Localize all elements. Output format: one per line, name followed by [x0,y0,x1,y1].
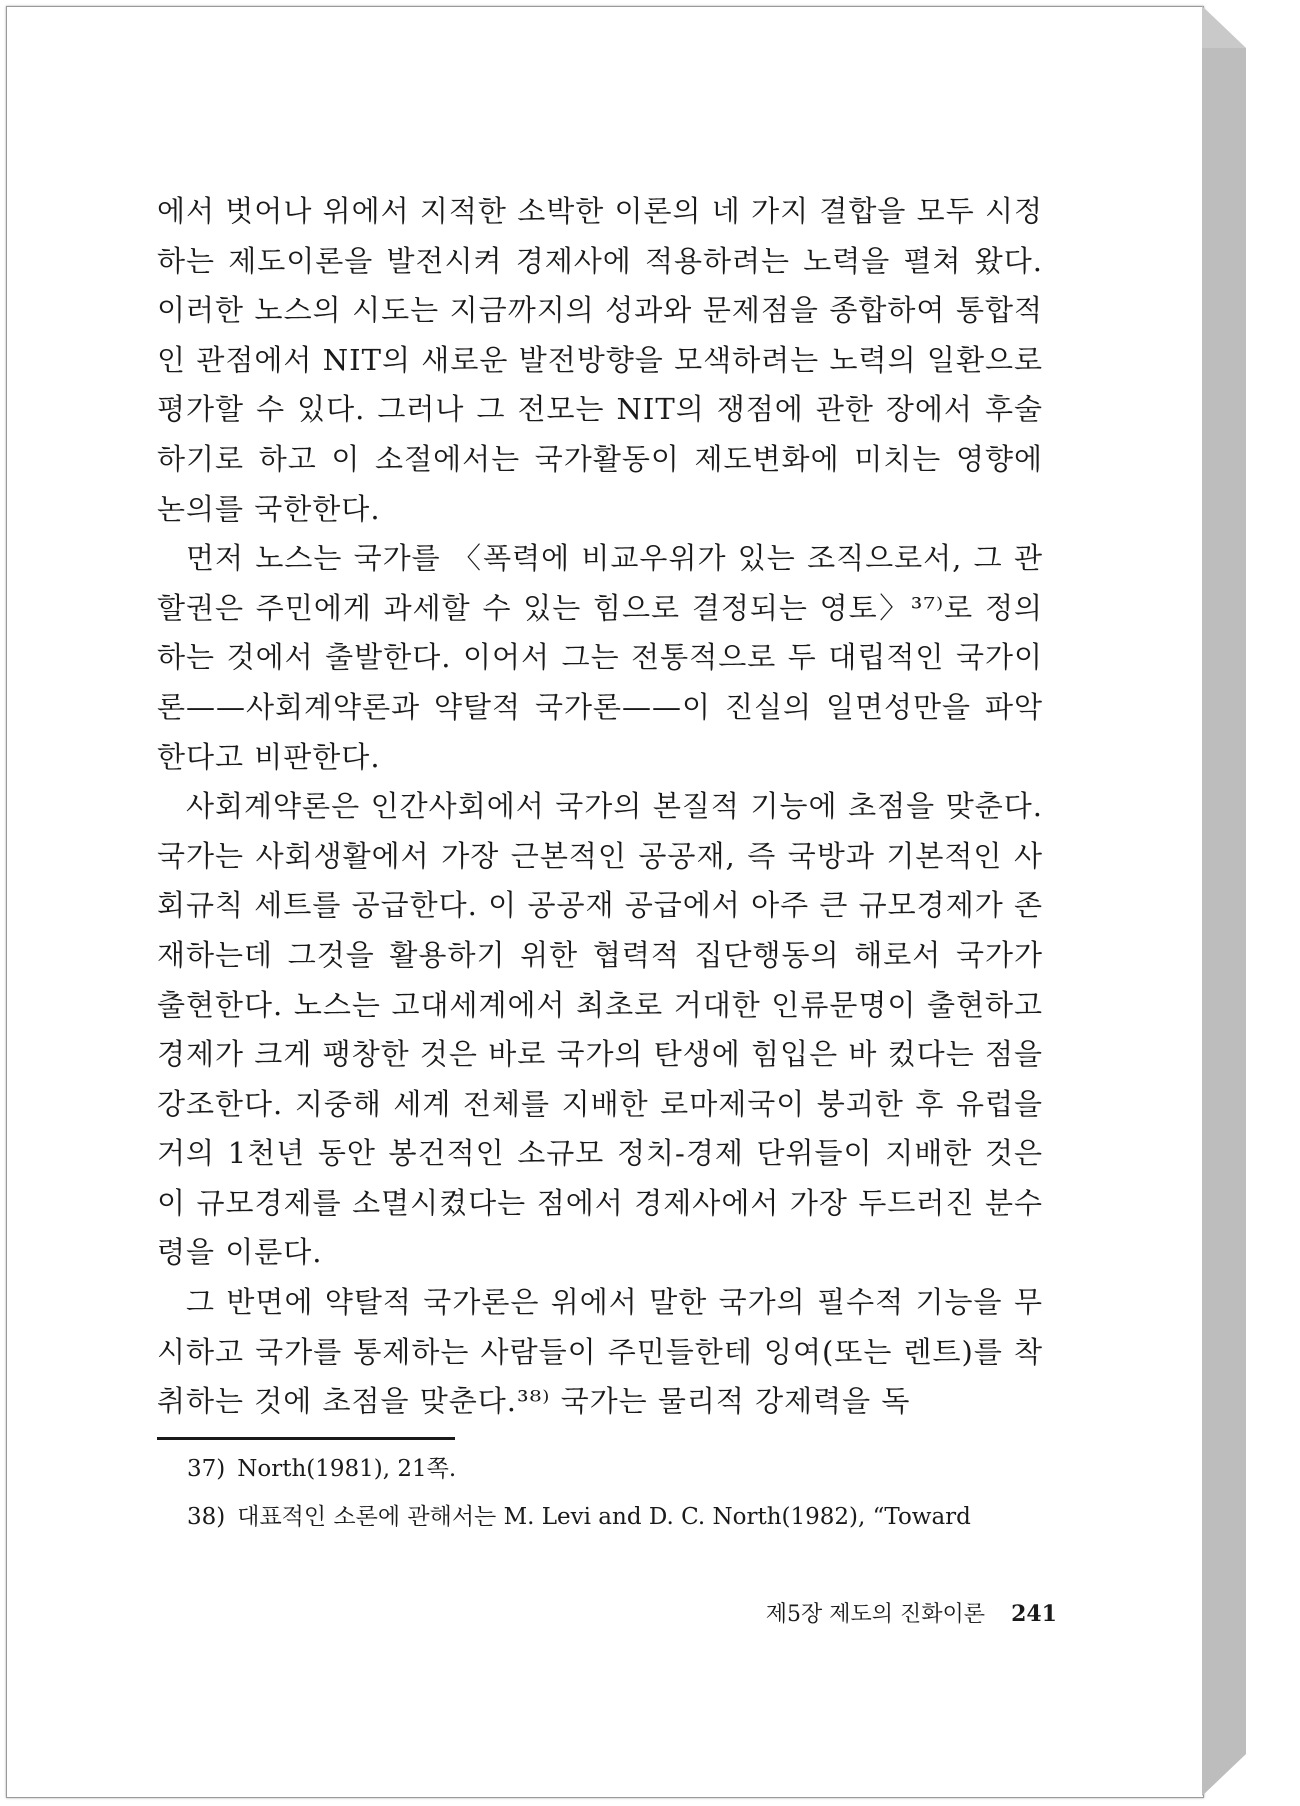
page-number: 241 [1011,1601,1057,1627]
page-stack-highlight [1202,6,1246,48]
footnotes [187,1445,1047,1541]
footnote-item [187,1445,1047,1493]
footnote-number: 38) [187,1504,226,1530]
paragraph: 사회계약론은 인간사회에서 국가의 본질적 기능에 초점을 맞춘다. 국가는 사회생활에서 가장 근본적인 공공재, 즉 국방과 기본적인 사회규칙 세트를 공급한다. 이 공공재 공급에서 아주 큰 규모경제가 존재하는데 그것을 활용하기 위한 협력적 집단행동의 해로서 국가가 출현한다. 노스는 고대세계에서 최초로 거대한 인류문명이 출현하고 경제가 크게 팽창한 것은 바로 국가의 탄생에 힘입은 바 컸다는 점을 강조한다. 지중해 세계 전체를 지배한 로마제국이 붕괴한 후 유럽을 거의 1천년 동안 봉건적인 소규모 정치-경제 단위들이 지배한 것은 이 규모경제를 소멸시켰다는 점에서 경제사에서 가장 두드러진 분수령을 이룬다. [157,789,1043,1270]
footnote-number: 37) [187,1456,226,1482]
paragraph: 에서 벗어나 위에서 지적한 소박한 이론의 네 가지 결합을 모두 시정하는 제도이론을 발전시켜 경제사에 적용하려는 노력을 펼쳐 왔다. 이러한 노스의 시도는 지금까지의 성과와 문제점을 종합하여 통합적인 관점에서 NIT의 새로운 발전방향을 모색하려는 노력의 일환으로 평가할 수 있다. 그러나 그 전모는 NIT의 쟁점에 관한 장에서 후술하기로 하고 이 소절에서는 국가활동이 제도변화에 미치는 영향에 논의를 국한한다. [157,194,1043,526]
body-text [157,187,1043,1427]
book-page [6,6,1204,1798]
footnote-text: 대표적인 소론에 관해서는 M. Levi and D. C. North(1982), “Toward [237,1504,971,1530]
paragraph: 그 반면에 약탈적 국가론은 위에서 말한 국가의 필수적 기능을 무시하고 국가를 통제하는 사람들이 주민들한테 잉여(또는 렌트)를 착취하는 것에 초점을 맞춘다.³⁸⁾ 국가는 물리적 강제력을 독 [157,1285,1043,1419]
paragraph: 먼저 노스는 국가를 〈폭력에 비교우위가 있는 조직으로서, 그 관할권은 주민에게 과세할 수 있는 힘으로 결정되는 영토〉³⁷⁾로 정의하는 것에서 출발한다. 이어서 그는 전통적으로 두 대립적인 국가이론——사회계약론과 약탈적 국가론——이 진실의 일면성만을 파악한다고 비판한다. [157,541,1043,774]
chapter-title: 제5장 제도의 진화이론 [765,1602,986,1627]
footnote-text: North(1981), 21쪽. [237,1456,457,1482]
footnote-item [187,1493,1047,1541]
page-stack-edge [1202,6,1246,1796]
running-footer [657,1597,1057,1628]
footnote-divider [157,1437,455,1440]
